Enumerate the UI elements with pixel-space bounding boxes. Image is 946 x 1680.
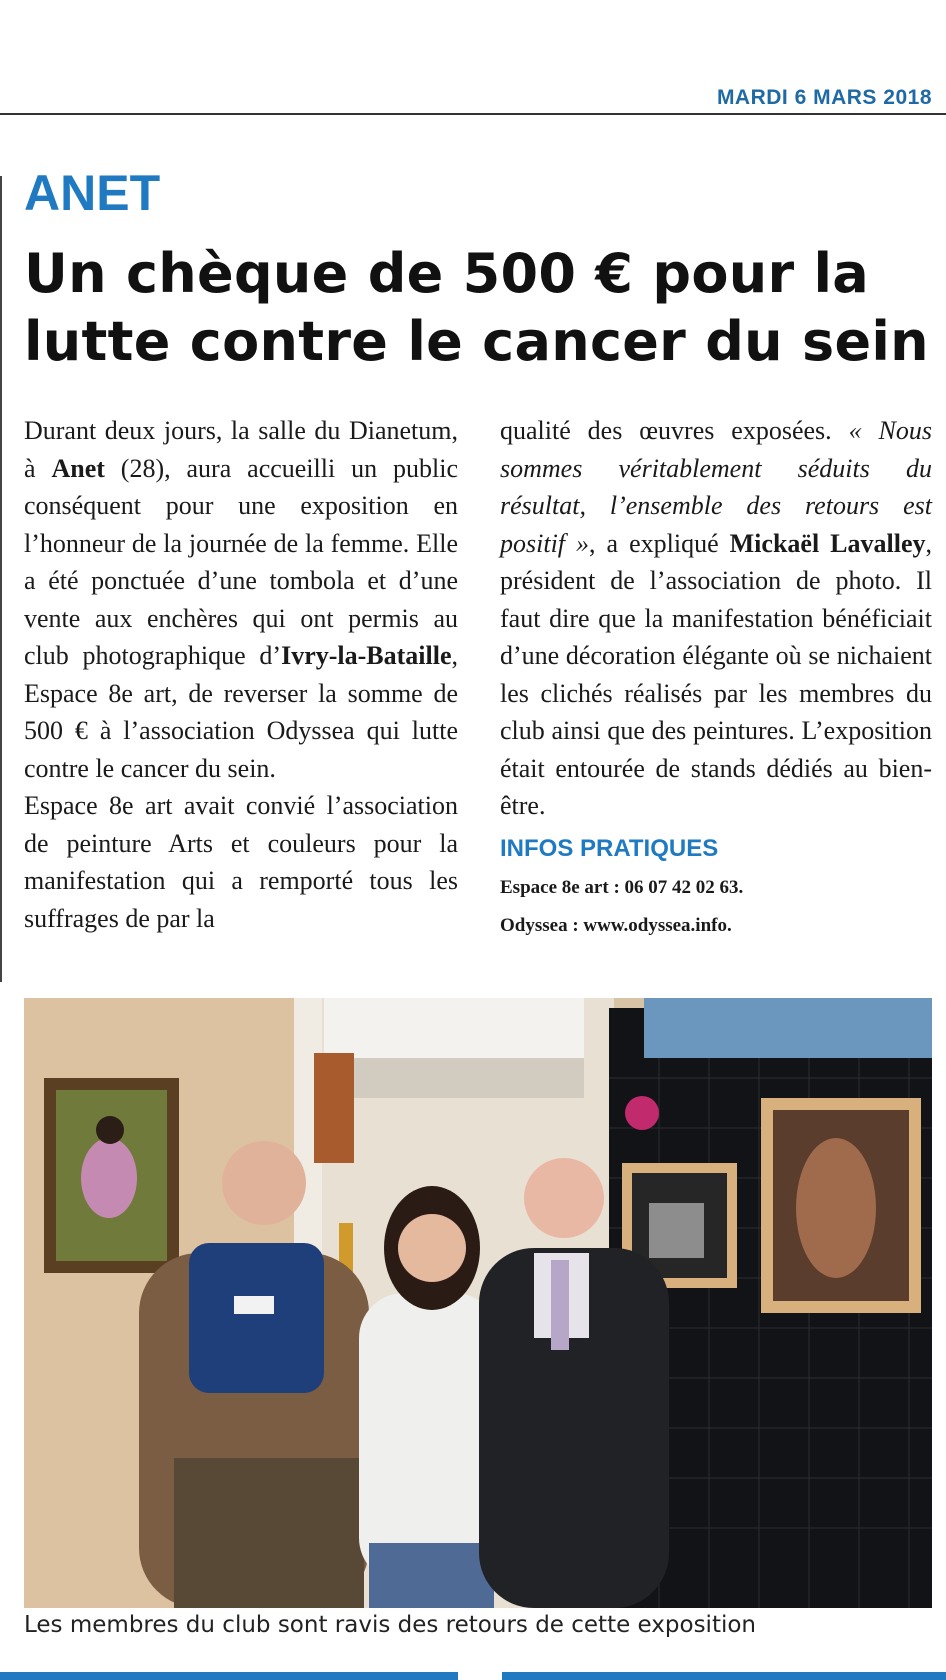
photo-illustration <box>24 998 932 1608</box>
person-name: Mickaël Lavalley <box>729 528 926 558</box>
footer-band-left <box>0 1672 458 1680</box>
place-name-anet: Anet <box>51 453 105 483</box>
quote: « Nous sommes véritablement séduits du résultat, l’ensemble des retours est positif » <box>500 416 933 558</box>
text-run: (28), aura accueilli un public conséquent pour une exposition en l’honneur de la journée de la femme. Elle a été ponctuée d’une tombola et d’une vente aux enchères qui ont permis au club photographique d’ <box>24 453 458 670</box>
article-column-right <box>500 412 932 945</box>
header-rule <box>0 113 946 115</box>
article-photo <box>24 998 932 1608</box>
issue-date: MARDI 6 MARS 2018 <box>716 86 932 109</box>
text-run: , Espace 8e art, de reverser la somme de 500 € à l’association Odyssea qui lutte contre le cancer du sein. <box>24 641 458 783</box>
location-kicker: ANET <box>24 165 161 221</box>
article-headline: Un chèque de 500 € pour la lutte contre le cancer du sein <box>24 242 929 373</box>
photo-caption: Les membres du club sont ravis des retours de cette exposition <box>24 1612 757 1638</box>
text-run: qualité des œuvres exposées. <box>500 416 849 445</box>
article-column-left <box>24 412 458 937</box>
place-name-ivry: Ivry-la-Bataille <box>281 641 452 670</box>
paragraph-1 <box>24 412 458 787</box>
footer-band-right <box>502 1672 946 1680</box>
text-run: Durant deux jours, la salle du Dianetum, à <box>24 416 458 483</box>
article-side-rule <box>0 176 2 982</box>
text-run: , président de l’association de photo. Il faut dire que la manifestation bénéficiait d’une décoration élégante où se nichaient les clichés réalisés par les membres du club ainsi que des peintures. L’exposition était entourée de stands dédiés au bien-être. <box>500 528 933 820</box>
infos-title: INFOS PRATIQUES <box>500 834 719 862</box>
infos-line-odyssea: Odyssea : www.odyssea.info. <box>500 914 732 936</box>
paragraph-3 <box>500 412 932 825</box>
infos-line-espace: Espace 8e art : 06 07 42 02 63. <box>500 876 744 898</box>
paragraph-2: Espace 8e art avait convié l’association de peinture Arts et couleurs pour la manifestation qui a remporté tous les suffrages de par la <box>24 791 458 933</box>
text-run: , a expliqué <box>589 528 730 558</box>
